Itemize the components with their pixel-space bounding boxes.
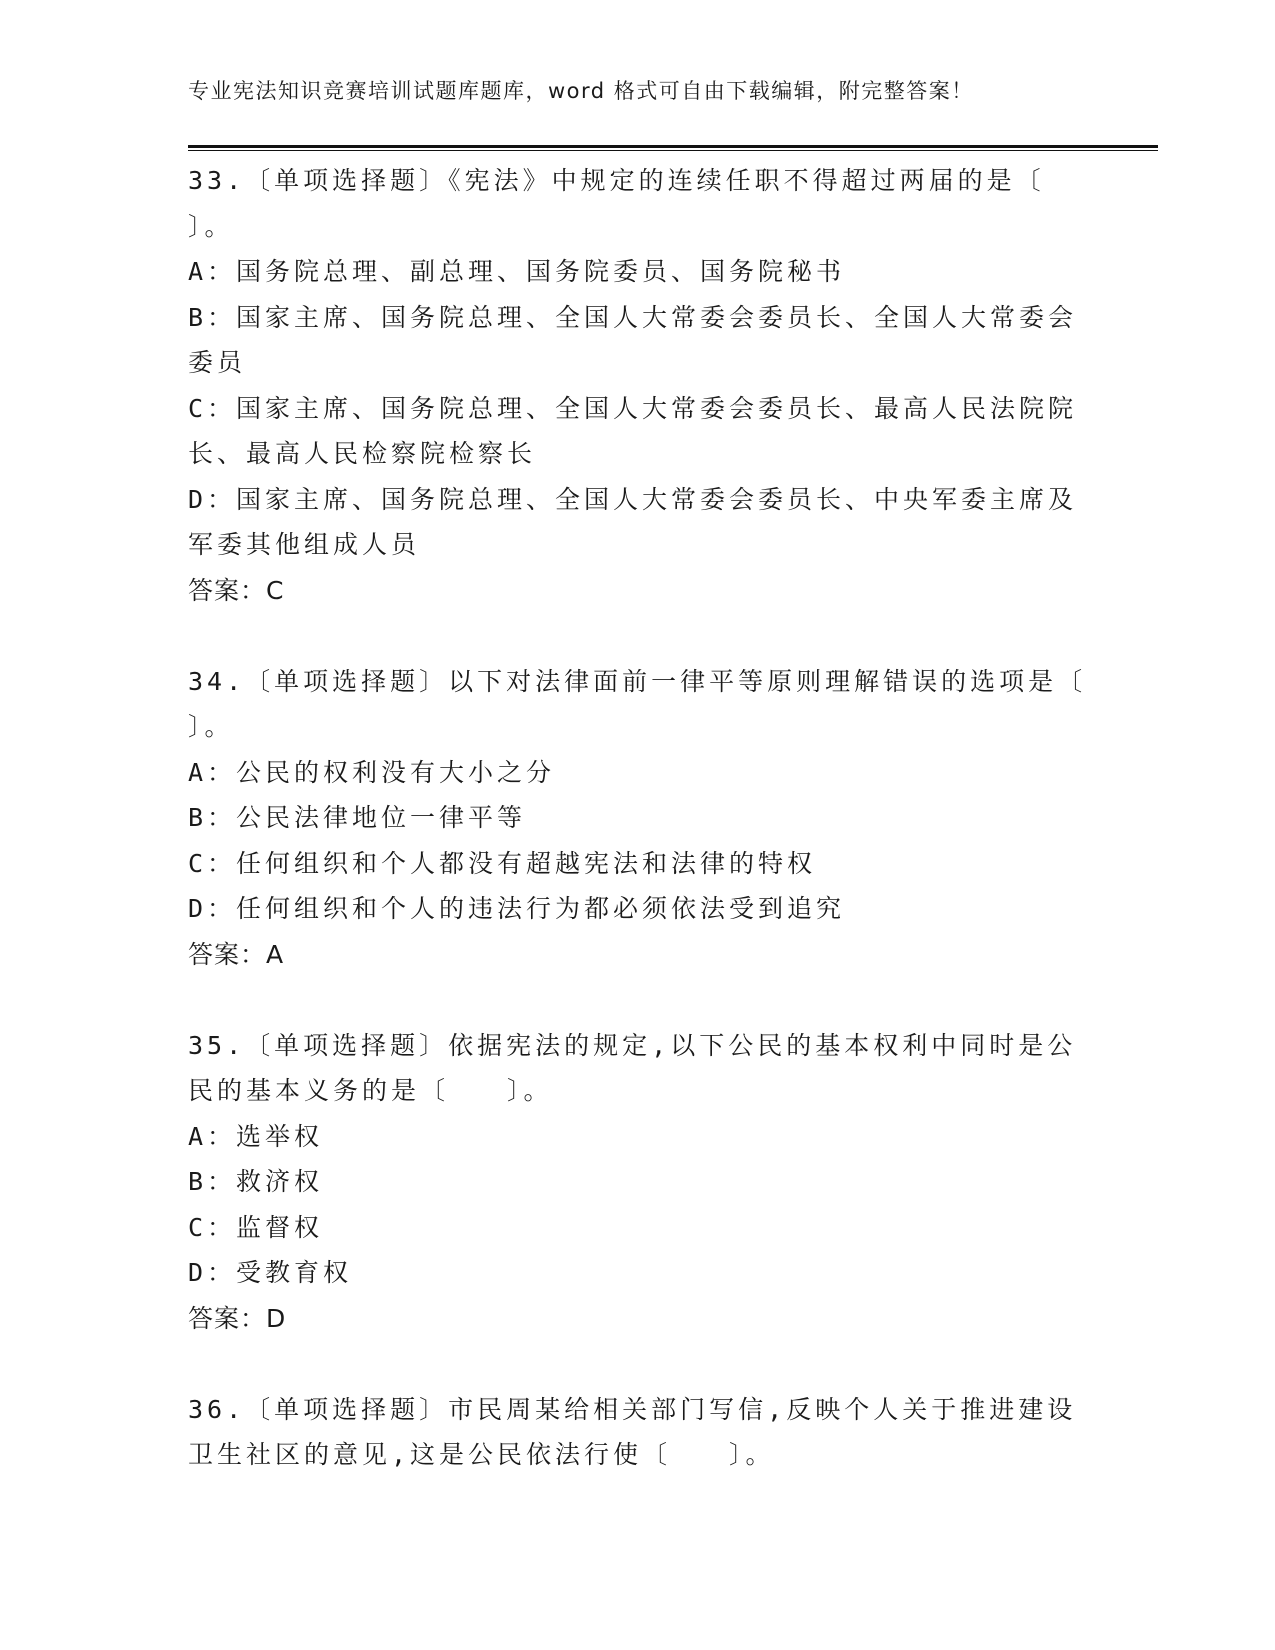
option-b: B：救济权 (188, 1167, 324, 1196)
option-a: A：公民的权利没有大小之分 (188, 757, 556, 787)
question-35 (188, 1023, 1088, 1342)
question-list (188, 158, 1088, 1478)
question-36 (188, 1387, 1088, 1478)
option-c: C：国家主席、国务院总理、全国人大常委会委员长、最高人民法院院 (188, 393, 1078, 423)
question-stem: 34.〔单项选择题〕以下对法律面前一律平等原则理解错误的选项是〔 (188, 666, 1087, 696)
option-c: C：监督权 (188, 1212, 324, 1242)
option-b: B：公民法律地位一律平等 (188, 803, 527, 832)
spacer (188, 613, 1088, 659)
answer: 答案：C (188, 575, 285, 605)
question-34 (188, 659, 1088, 978)
question-stem: 33.〔单项选择题〕《宪法》中规定的连续任职不得超过两届的是〔 (188, 166, 1045, 195)
question-stem: 35.〔单项选择题〕依据宪法的规定,以下公民的基本权利中同时是公 (188, 1030, 1077, 1060)
question-stem-cont: 〕。 (188, 712, 234, 741)
option-b-cont: 委员 (188, 348, 247, 377)
option-d: D：国家主席、国务院总理、全国人大常委会委员长、中央军委主席及 (188, 484, 1078, 514)
option-c: C：任何组织和个人都没有超越宪法和法律的特权 (188, 848, 817, 878)
header-divider (188, 145, 1158, 151)
spacer (188, 977, 1088, 1023)
question-stem-cont: 民的基本义务的是〔 〕。 (188, 1076, 553, 1105)
question-33 (188, 158, 1088, 613)
answer: 答案：D (188, 1303, 287, 1333)
option-d: D：任何组织和个人的违法行为都必须依法受到追究 (188, 894, 846, 923)
option-d-cont: 军委其他组成人员 (188, 530, 421, 559)
question-stem: 36.〔单项选择题〕市民周某给相关部门写信,反映个人关于推进建设 (188, 1394, 1077, 1424)
option-a: A：选举权 (188, 1121, 324, 1151)
option-c-cont: 长、最高人民检察院检察长 (188, 439, 537, 468)
option-d: D：受教育权 (188, 1258, 353, 1287)
answer: 答案：A (188, 939, 285, 969)
option-b: B：国家主席、国务院总理、全国人大常委会委员长、全国人大常委会 (188, 302, 1078, 332)
spacer (188, 1341, 1088, 1387)
option-a: A：国务院总理、副总理、国务院委员、国务院秘书 (188, 257, 846, 286)
page-header: 专业宪法知识竞赛培训试题库题库，word 格式可自由下载编辑，附完整答案！ (188, 79, 974, 103)
question-stem-cont: 〕。 (188, 211, 234, 241)
question-stem-cont: 卫生社区的意见,这是公民依法行使〔 〕。 (188, 1440, 775, 1469)
